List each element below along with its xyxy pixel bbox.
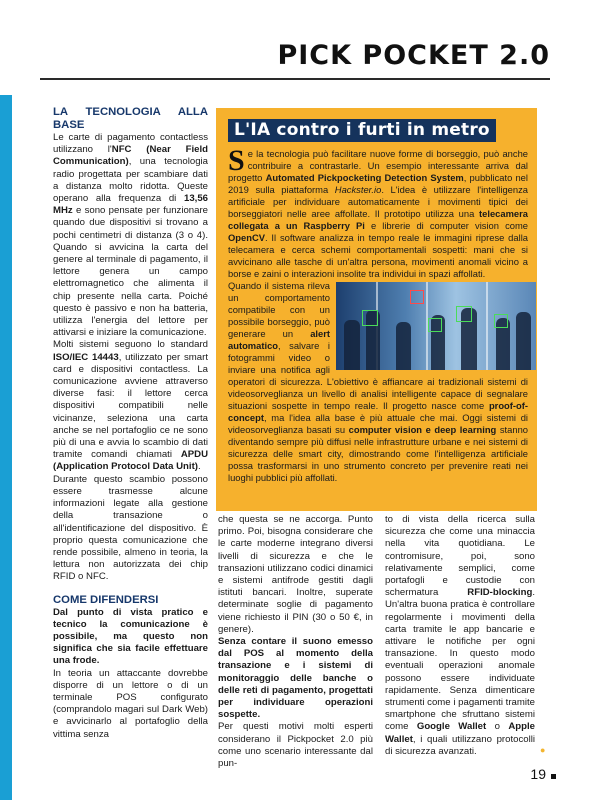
paragraph: Durante questo scambio possono essere trasmesse alcune informazioni legate alla gestione della transazione o all'identificazione del dispositivo. È proprio questa comunicazione che rende possibile, almeno in teoria, la lettura non autorizzata dei chip RFID o NFC.: [53, 473, 208, 583]
paragraph: Le carte di pagamento contactless utilizzano l'NFC (Near Field Communication), una tecnologia radio progettata per scambiare dati a distanza molto ridotta. Queste operano alla frequenza di 13,56 MHz e sono pensate per funzionare quando due dispositivi si trovano a pochi centimetri di distanza (3 o 4). Quando si avvicina la carta del genere al terminale di pagamento, il lettore genera un campo elettromagnetico che alimenta il chip presente nella carta. Poiché questo è passivo e non ha batteria, utilizza l'energia del lettore per attivarsi e iniziare la comunicazione.: [53, 132, 208, 339]
paragraph: to di vista della ricerca sulla sicurezza che come una minaccia nella vita quotidiana. Le contromisure, poi, sono relativamente semplici, come portafogli e custodie con schermatura RFID-blocking. Un'altra buona pratica è controllare regolarmente i movimenti della carta tramite le app bancarie e attivare le notifiche per ogni transazione. In questo modo eventuali operazioni anomale possono essere individuate rapidamente. Senza dimenticare strumenti come i pagamenti tramite smartphone che sfruttano sistemi come Google Wallet o Apple Wallet, i quali utilizzano protocolli di sicurezza avanzati.: [385, 514, 535, 757]
box-title: L'IA contro i furti in metro: [228, 119, 496, 142]
paragraph: In teoria un attaccante dovrebbe disporre di un lettore o di un terminale POS configurato (comprandolo magari sul Dark Web) e avvicinarlo al portafoglio della vittima senza: [53, 667, 208, 740]
column-1: [53, 106, 208, 741]
page-number-marker: [551, 774, 556, 779]
paragraph: Per questi motivi molti esperti considerano il Pickpocket 2.0 più come uno scenario interessante dal pun-: [218, 721, 373, 770]
section-heading-defense: COME DIFENDERSI: [53, 593, 159, 606]
surveillance-photo: [336, 282, 536, 370]
column-2: [218, 514, 373, 770]
box-text: [228, 144, 528, 484]
left-accent-bar: [0, 95, 12, 800]
lightbulb-icon: ●: [540, 745, 546, 755]
paragraph: Se la tecnologia può facilitare nuove forme di borseggio, può anche contribuire a contrastarle. Un esempio interessante arriva dal progetto Automated Pickpocketing Detection System, pubblicato nel 2019 sulla piattaforma Hackster.io. L'idea è utilizzare l'intelligenza artificiale per individuare automaticamente i movimenti tipici dei borseggiatori nelle aree affollate. Il prototipo utilizza una telecamera collegata a un Raspberry Pi e librerie di computer vision come OpenCV. Il software analizza in tempo reale le immagini riprese dalla telecamera e cerca schemi comportamentali sospetti: mani che si avvicinano alle tasche di un'altra persona, movimenti anomali vicino a borse e zaini o interazioni insolite tra individui in spazi affollati.: [228, 144, 528, 279]
top-margin: [0, 0, 590, 24]
section-heading-tech: LA TECNOLOGIA ALLA BASE: [53, 106, 208, 131]
paragraph: Quando il sistema rileva un comportamento compatibile con un possibile borseggio, può generare un alert automatico, salvare i fotogrammi video o inviare una notifica agli operatori di sicurezza. L'obiettivo è affiancare ai tradizionali sistemi di videosorveglianza un livello di analisi intelligente capace di segnalare situazioni sospette in tempo reale. Il progetto nasce come proof-of-concept, ma l'idea alla base è più attuale che mai. Oggi sistemi di videosorveglianza basati su computer vision e deep learning stanno diventando sempre più diffusi nelle infrastrutture urbane e nei sistemi di sicurezza delle smart city, dimostrando come l'intelligenza artificiale possa trasformarsi in uno strumento concreto per prevenire reati nei luoghi pubblici più affollati.: [228, 280, 528, 484]
paragraph-bold: Senza contare il suono emesso dal POS al momento della transazione e i sistemi di monitoraggio delle banche o delle reti di pagamento, progettati per individuare operazioni sospette.: [218, 636, 373, 721]
title-rule: [40, 78, 550, 80]
paragraph: Molti sistemi seguono lo standard ISO/IEC 14443, utilizzato per smart card e dispositivi contactless. La comunicazione avviene attraverso diverse fasi: il lettore cerca dispositivi compatibili nelle vicinanze, seleziona una carta anche se nel portafoglio ce ne sono più di una e avvia lo scambio di dati tramite comandi chiamati APDU (Application Protocol Data Unit).: [53, 339, 208, 473]
page-title: PICK POCKET 2.0: [277, 40, 550, 71]
page-number: 19: [530, 766, 546, 782]
column-3: [385, 514, 535, 758]
paragraph-bold: Dal punto di vista pratico e tecnico la comunicazione è possibile, ma questo non significa che sia facile effettuare una frode.: [53, 606, 208, 667]
paragraph: che questa se ne accorga. Punto primo. Poi, bisogna considerare che le carte moderne integrano diversi livelli di sicurezza e che le transazioni utilizzano codici dinamici e sistemi antifrode gestiti dagli istituti bancari. Inoltre, superate determinate soglie di pagamento viene richiesto il PIN (30 o 50 €, in genere).: [218, 514, 373, 635]
dropcap: S: [228, 144, 245, 177]
